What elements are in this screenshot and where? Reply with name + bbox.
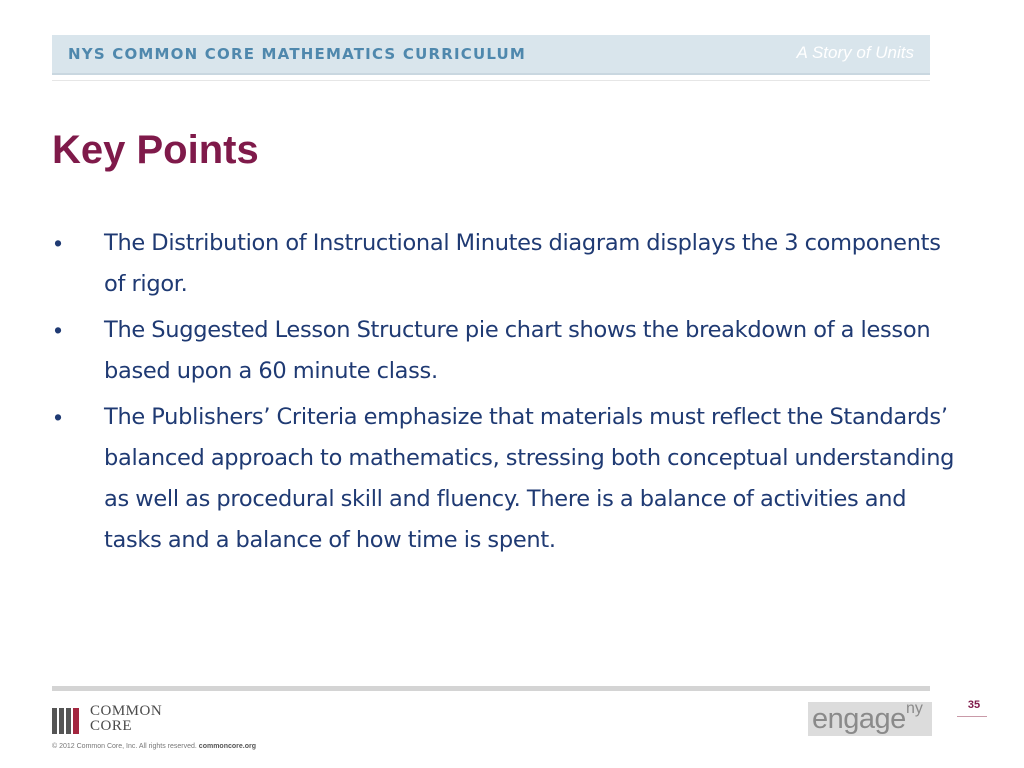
bullet-item <box>52 397 967 561</box>
bullet-list <box>52 223 967 566</box>
engage-logo-word: engage <box>812 703 906 735</box>
logo-line-core: CORE <box>90 718 133 734</box>
bullet-text: The Suggested Lesson Structure pie chart shows the breakdown of a lesson based upon a 60 minute class. <box>104 317 931 384</box>
bullet-item <box>52 223 967 305</box>
bullet-item <box>52 310 967 392</box>
bullet-icon: • <box>54 230 63 256</box>
bullet-text: The Publishers’ Criteria emphasize that materials must reflect the Standards’ balanced approach to mathematics, stressing both conceptual understanding as well as procedural skill and fluency. There is a balance of activities and tasks and a balance of how time is spent. <box>104 404 955 553</box>
series-title: A Story of Units <box>796 43 914 62</box>
footer-divider <box>52 686 930 691</box>
engage-ny-logo <box>808 702 932 736</box>
bullet-text: The Distribution of Instructional Minutes diagram displays the 3 components of rigor. <box>104 230 941 297</box>
slide-title: Key Points <box>52 128 259 172</box>
curriculum-title: NYS COMMON CORE MATHEMATICS CURRICULUM <box>68 45 527 63</box>
common-core-logo-icon <box>52 706 84 734</box>
logo-line-common: COMMON <box>90 703 163 719</box>
engage-logo-ny: ny <box>906 700 923 717</box>
header-divider <box>52 80 930 81</box>
slide-number: 35 <box>967 699 981 711</box>
common-core-logo-text <box>90 704 162 734</box>
header-bar <box>52 35 930 75</box>
common-core-logo <box>52 704 182 736</box>
copyright-notice <box>52 743 256 750</box>
copyright-link[interactable]: commoncore.org <box>198 743 256 750</box>
bullet-icon: • <box>54 317 63 343</box>
bullet-icon: • <box>54 404 63 430</box>
copyright-text: © 2012 Common Core, Inc. All rights reserved. <box>52 743 197 750</box>
slide-number-underline <box>957 716 987 717</box>
